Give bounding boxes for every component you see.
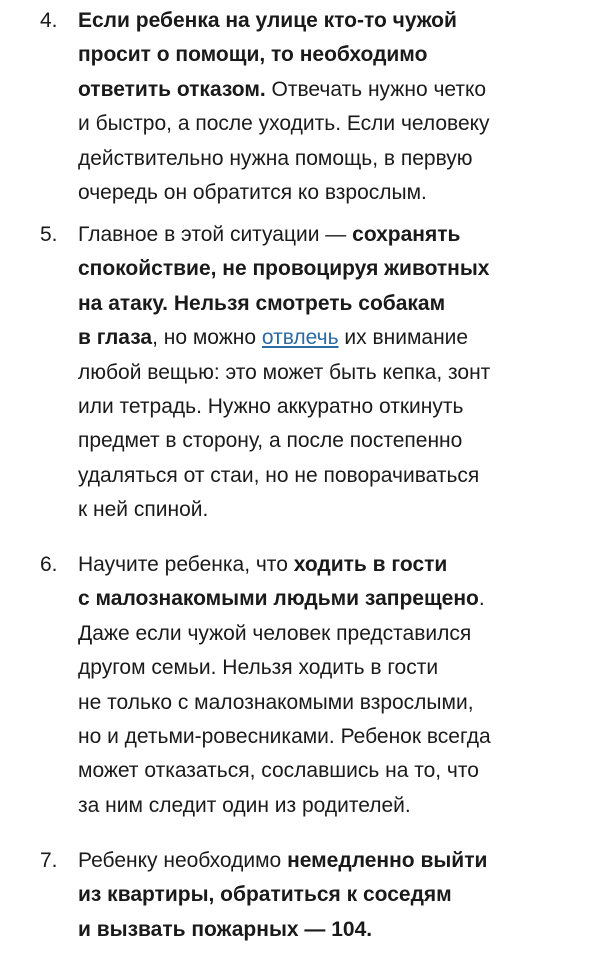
body-text: может отказаться, сославшись на то, что [78,759,479,783]
body-text: удаляться от стаи, но не поворачиваться [78,463,480,487]
bold-text: ответить отказом. [78,77,266,101]
item-text [78,844,558,947]
text-line [78,73,558,107]
body-text: их внимание [338,326,469,350]
body-text: Ребенку необходимо [78,849,288,872]
text-line [78,424,558,458]
body-text: Научите ребенка, что [78,553,294,576]
text-line [78,459,558,493]
text-line [78,582,558,616]
text-line [78,617,558,651]
bold-text: немедленно выйти [287,849,488,872]
bold-text: из квартиры, обратиться к соседям [78,883,452,907]
body-text: Даже если чужой человек представился [78,621,472,645]
body-text: не только с малознакомыми взрослыми, [78,690,474,714]
item-text [78,548,558,823]
text-line [78,754,558,788]
item-number: 7. [40,849,58,872]
bold-text: спокойствие, не провоцируя животных [78,257,490,281]
item-text [78,4,558,210]
text-line [78,4,558,38]
text-line [78,844,558,878]
text-line [78,913,558,947]
item-number: 6. [40,553,58,576]
item-number: 5. [40,223,58,246]
text-line [78,142,558,176]
item-number: 4. [40,9,58,32]
bold-text: и вызвать пожарных — 104. [78,917,373,941]
body-text: к ней спиной. [78,498,209,522]
text-line [78,218,558,252]
body-text: предмет в сторону, а после постепенно [78,429,463,453]
text-line [78,789,558,823]
text-line [78,686,558,720]
text-line [78,38,558,72]
text-line [78,651,558,685]
body-text: за ним следит один из родителей. [78,793,411,817]
text-line [78,252,558,286]
body-text: , но можно [152,326,262,350]
text-line [78,321,558,355]
body-text: Главное в этой ситуации — [78,223,353,246]
body-text: действительно нужна помощь, в первую [78,146,473,170]
text-line [78,287,558,321]
body-text: и быстро, а после уходить. Если человеку [78,112,490,136]
bold-text: ходить в гости [293,553,448,576]
text-line [78,176,558,210]
text-line [78,107,558,141]
bold-text: просит о помощи, то необходимо [78,43,428,67]
body-text: или тетрадь. Нужно аккуратно откинуть [78,394,464,418]
bold-text: на атаку. Нельзя смотреть собакам [78,291,446,315]
body-text: любой вещью: это может быть кепка, зонт [78,360,491,384]
text-line [78,548,558,582]
text-line [78,390,558,424]
item-text [78,218,558,528]
body-text: . [478,587,485,611]
body-text: Отвечать нужно четко [265,77,487,101]
body-text: но и детьми-ровесниками. Ребенок всегда [78,724,491,748]
inline-link[interactable]: отвлечь [261,326,339,350]
text-line [78,720,558,754]
body-text: другом семьи. Нельзя ходить в гости [78,656,439,680]
bold-text: Если ребенка на улице кто-то чужой [78,9,457,32]
bold-text: в глаза [78,326,153,350]
text-line [78,878,558,912]
body-text: очередь он обратится ко взрослым. [78,180,427,204]
text-line [78,493,558,527]
text-line [78,356,558,390]
bold-text: сохранять [352,223,461,246]
bold-text: с малознакомыми людьми запрещено [78,587,479,611]
